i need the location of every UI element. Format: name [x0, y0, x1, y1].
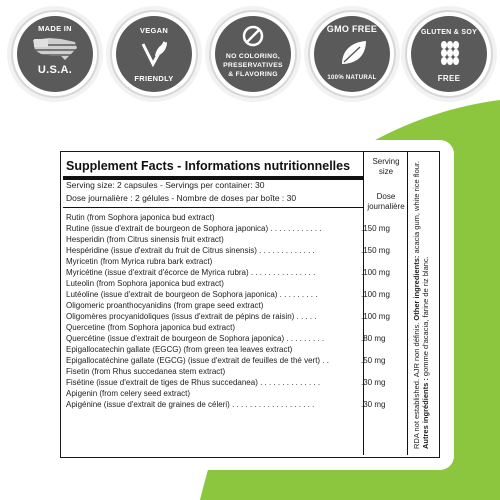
serving-line-en: Serving size: 2 capsules - Servings per container: 30 [66, 180, 265, 190]
ingredient-row: Apigénine (issue d'extrait de graines de céleri) . . . . . . . . . . . . . . . . . . . .30 mg [66, 400, 386, 409]
ingredient-row: Epigallocatechin gallate (EGCG) (from green tea leaves extract) [66, 345, 293, 354]
leaf-check-icon [139, 38, 169, 68]
ingredient-row: Luteolin (from Sophora japonica bud extract) [66, 279, 224, 288]
no-symbol-icon [241, 24, 265, 48]
thin-rule [63, 207, 363, 208]
side-note [412, 149, 438, 449]
badge-line-3: & FLAVORING [228, 71, 278, 78]
ingredient-rows [66, 212, 406, 410]
made-in-usa-badge [11, 10, 99, 98]
badge-top-text: GLUTEN & SOY [420, 29, 478, 36]
autres-note: Autres ingrédients : gomme d'acacia, farine de riz blanc. [421, 256, 430, 449]
vegan-friendly-badge [110, 10, 198, 98]
no-coloring-badge [209, 10, 297, 98]
badge-top-text: MADE IN [38, 24, 72, 33]
ingredient-row: Fisetin (from Rhus succedanea stem extract) [66, 367, 226, 376]
rda-note: RDA not established. AJR non définis. Other ingredients: acacia gum, white rice flour. [412, 160, 421, 449]
badge-line-2: PRESERVATIVES [223, 62, 283, 69]
ingredient-row: Quercétine (issue d'extrait de bourgeon de Sophora japonica) . . . . . . . . . .80 mg [66, 334, 386, 343]
supplement-facts-box [60, 151, 440, 458]
ingredient-row: Apigenin (from celery seed extract) [66, 389, 191, 398]
badge-top-text: VEGAN [139, 26, 169, 35]
serving-size-header: Serving size [372, 157, 400, 176]
ingredient-row: Hesperidin (from Citrus sinensis fruit extract) [66, 235, 224, 244]
ingredient-row: Epigallocatéchine gallate (EGCG) (issue d'extrait de feuilles de thé vert) . . .50 mg [66, 356, 386, 365]
side-column-divider [407, 152, 408, 455]
badge-bottom-text: FRIENDLY [134, 74, 174, 83]
ingredient-row: Oligomères procyanidoliques (issus d'extrait de pépins de raisin) . . . . . .100 mg [66, 312, 390, 321]
ingredient-row: Myricétine (issue d'extrait d'écorce de Myrica rubra) . . . . . . . . . . . . . . . .100 mg [66, 268, 390, 277]
ingredient-row: Oligomeric proanthocyanidins (from grape seed extract) [66, 301, 264, 310]
badge-line-1: NO COLORING, [225, 53, 281, 60]
ingredient-row: Lutéoline (issue d'extrait de bourgeon de Sophora japonica) . . . . . . . . . .100 mg [66, 290, 390, 299]
badge-bottom-text: FREE [437, 74, 461, 83]
dose-header: Dose journalière [367, 192, 405, 211]
badge-top-text: GMO FREE [326, 24, 378, 34]
ingredient-row: Quercetine (from Sophora japonica bud extract) [66, 323, 235, 332]
gmo-free-badge [308, 10, 396, 98]
ingredient-row: Myricetin (from Myrica rubra bark extract) [66, 257, 213, 266]
usa-flag-icon [31, 36, 79, 62]
gluten-soy-free-badge [405, 10, 493, 98]
ingredient-row: Rutine (issue d'extrait de bourgeon de Sophora japonica) . . . . . . . . . . . . .150 mg [66, 224, 390, 233]
ingredient-row: Fisétine (issue d'extrait de tiges de Rhus succedanea) . . . . . . . . . . . . . . .30 mg [66, 378, 386, 387]
ingredient-row: Rutin (from Sophora japonica bud extract) [66, 213, 215, 222]
grain-icon [435, 40, 465, 68]
leaf-icon [338, 38, 368, 68]
facts-title: Supplement Facts - Informations nutritionnelles [66, 159, 351, 173]
serving-line-fr: Dose journalière : 2 gélules - Nombre de doses par boîte : 30 [66, 193, 297, 203]
badge-bottom-text: 100% NATURAL [327, 75, 377, 81]
badge-bottom-text: U.S.A. [37, 64, 73, 76]
ingredient-row: Hespéridine (issue d'extrait du fruit de Citrus sinensis) . . . . . . . . . . . . . .150 mg [66, 246, 390, 255]
